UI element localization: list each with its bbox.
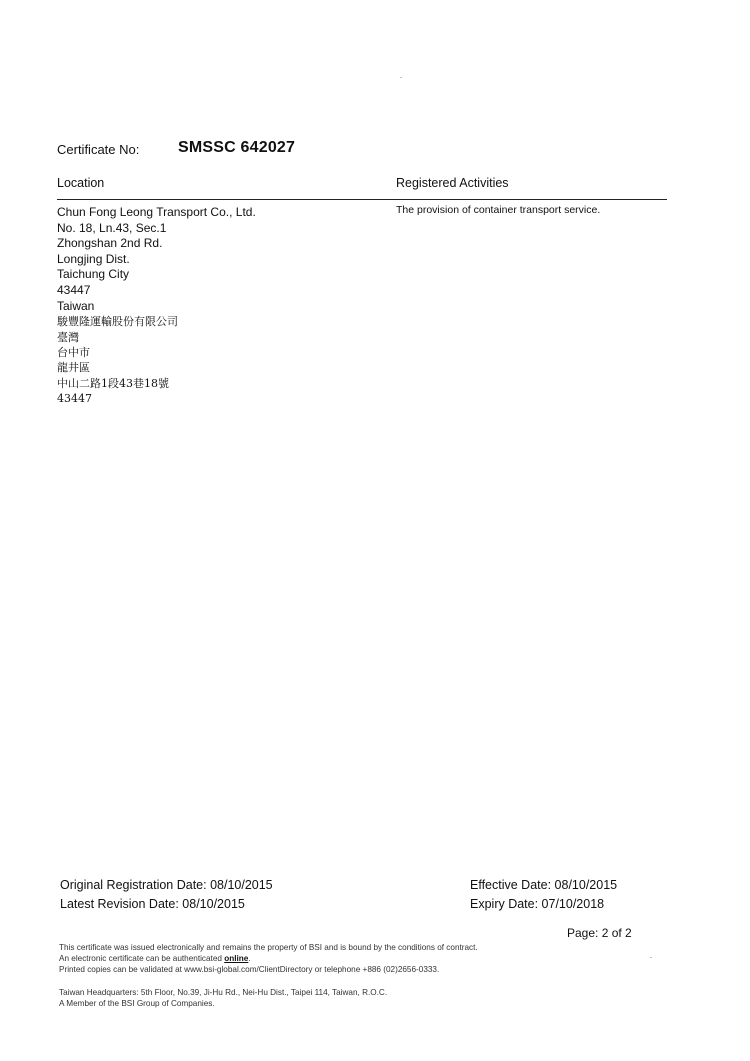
headquarters-address: Taiwan Headquarters: 5th Floor, No.39, Ji-Hu Rd., Nei-Hu Dist., Taipei 114, Taiwan, R.O.C. — [59, 988, 388, 997]
registered-activity: The provision of container transport service. — [396, 204, 601, 216]
certificate-label: Certificate No: — [57, 142, 140, 157]
footer-period: . — [248, 954, 251, 963]
scan-speck — [400, 77, 402, 78]
address-line: No. 18, Ln.43, Sec.1 — [57, 220, 167, 235]
original-registration-date: Original Registration Date: 08/10/2015 — [60, 878, 273, 892]
certificate-footer — [59, 942, 478, 975]
headquarters-info — [59, 987, 387, 1009]
footer-validation: Printed copies can be validated at www.bsi-global.com/ClientDirectory or telephone +886 (02)2656-0333. — [59, 965, 440, 974]
latest-revision-date: Latest Revision Date: 08/10/2015 — [60, 896, 245, 911]
address-line-chinese: 龍井區 — [57, 361, 90, 375]
address-line: 43447 — [57, 282, 91, 297]
address-line-chinese: 台中市 — [57, 345, 90, 359]
location-address — [57, 205, 256, 407]
address-line-chinese: 臺灣 — [57, 330, 79, 344]
company-name: Chun Fong Leong Transport Co., Ltd. — [57, 205, 256, 219]
certificate-number: SMSSC 642027 — [178, 139, 296, 156]
footer-authentication — [59, 953, 478, 964]
address-line-chinese: 中山二路1段43巷18號 — [57, 376, 169, 390]
registered-activities-heading: Registered Activities — [396, 176, 509, 190]
address-line-chinese: 43447 — [57, 392, 92, 406]
footer-authentication-text: An electronic certificate can be authenticated — [59, 954, 225, 963]
scan-speck — [650, 957, 652, 958]
footer-notice: This certificate was issued electronically and remains the property of BSI and is bound by the conditions of contract. — [59, 943, 478, 952]
validity-dates — [470, 876, 617, 913]
address-line: Longjing Dist. — [57, 251, 130, 266]
location-heading: Location — [57, 176, 105, 190]
address-line: Taichung City — [57, 267, 130, 282]
company-name-chinese: 駿豐隆運輸股份有限公司 — [57, 315, 178, 329]
registration-dates — [60, 876, 273, 913]
header-divider — [57, 199, 667, 200]
effective-date: Effective Date: 08/10/2015 — [470, 878, 618, 892]
group-membership: A Member of the BSI Group of Companies. — [59, 999, 215, 1008]
address-line: Taiwan — [57, 298, 95, 313]
address-line: Zhongshan 2nd Rd. — [57, 236, 163, 251]
page-number: Page: 2 of 2 — [567, 926, 632, 940]
expiry-date: Expiry Date: 07/10/2018 — [470, 896, 605, 911]
online-link[interactable]: online — [224, 954, 249, 963]
